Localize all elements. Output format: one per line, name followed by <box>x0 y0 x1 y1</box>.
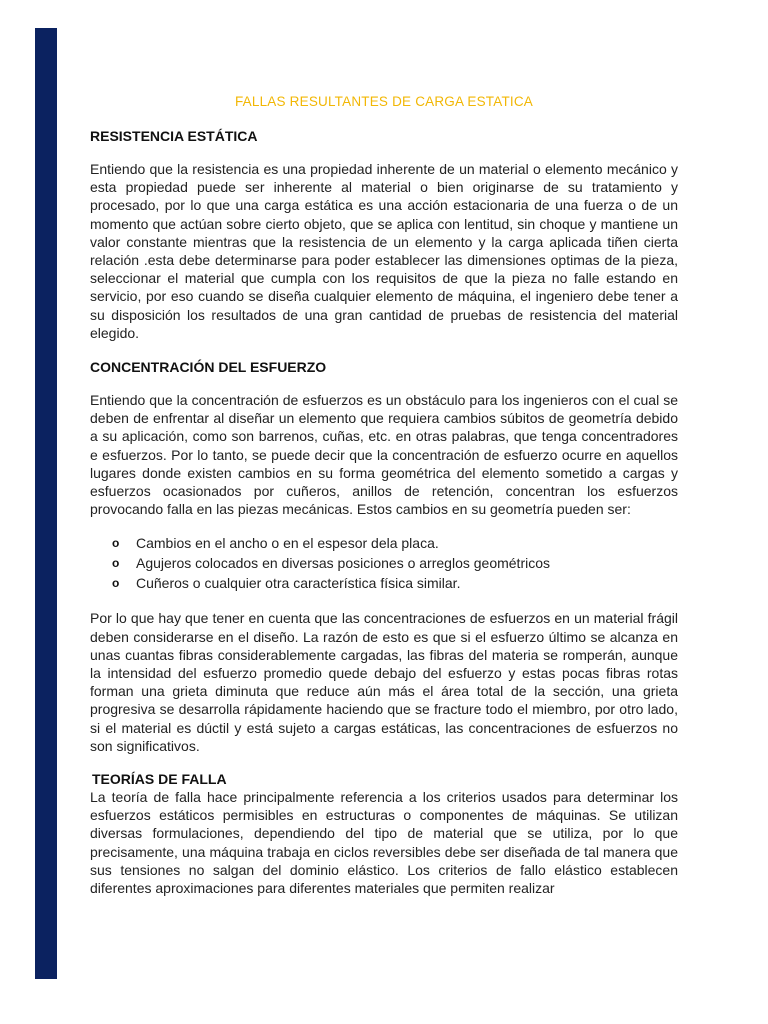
document-title: FALLAS RESULTANTES DE CARGA ESTATICA <box>234 94 534 109</box>
paragraph-concentracion-conclusion: Por lo que hay que tener en cuenta que las concentraciones de esfuerzos en un material frágil deben considerarse en el diseño. La razón de esto es que si el esfuerzo último se alcanza en unas cuantas fibras considerablemente cargadas, las fibras del materia se romperán, aunque la intensidad del esfuerzo promedio quede debajo del esfuerzo y estas pocas fibras rotas forman una grieta diminuta que reduce aún más el área total de la sección, una grieta progresiva se desarrolla rápidamente haciendo que se fracture todo el miembro, por otro lado, si el material es dúctil y está sujeto a cargas estáticas, las concentraciones de esfuerzos no son significativos. <box>90 610 678 754</box>
left-accent-bar <box>35 28 57 979</box>
paragraph-concentracion: Entiendo que la concentración de esfuerzos es un obstáculo para los ingenieros con el cual se deben de enfrentar al diseñar un elemento que requiera cambios súbitos de geometría debido a su aplicación, como son barrenos, cuñas, etc. en otras palabras, que tenga concentradores e esfuerzos. Por lo tanto, se puede decir que la concentración de esfuerzo ocurre en aquellos lugares donde existen cambios en su forma geométrica del elemento sometido a cargas y esfuerzos ocasionados por cuñeros, anillos de retención, concentran los esfuerzos provocando falla en las piezas mecánicas. Estos cambios en su geometría pueden ser: <box>90 392 678 518</box>
geometry-changes-list <box>90 533 678 593</box>
document-page <box>90 93 678 897</box>
section-heading-resistencia: RESISTENCIA ESTÁTICA <box>90 128 258 144</box>
bullet-circle-icon: o <box>112 576 120 591</box>
section-heading-teorias: TEORÍAS DE FALLA <box>92 771 227 788</box>
section-heading-concentracion: CONCENTRACIÓN DEL ESFUERZO <box>90 359 327 376</box>
bullet-circle-icon: o <box>112 536 120 551</box>
list-item <box>90 553 678 573</box>
paragraph-resistencia: Entiendo que la resistencia es una propiedad inherente de un material o elemento mecánico y esta propiedad puede ser inherente al material o bien originarse de su tratamiento y procesado, por lo que una carga estática es una acción estacionaria de una fuerza o de un momento que actúan sobre cierto objeto, que se aplica con lentitud, sin choque y mantiene un valor constante mientras que la resistencia de un elemento y la carga aplicada tiñen cierta relación .esta debe determinarse para poder establecer las dimensiones optimas de la pieza, seleccionar el material que cumpla con los requisitos de que la pieza no falle estando en servicio, por eso cuando se diseña cualquier elemento de máquina, el ingeniero debe tener a su disposición los resultados de una gran cantidad de pruebas de resistencia del material elegido. <box>90 161 678 341</box>
list-item <box>90 533 678 553</box>
paragraph-teorias: La teoría de falla hace principalmente referencia a los criterios usados para determinar los esfuerzos estáticos permisibles en estructuras o componentes de máquinas. Se utilizan diversas formulaciones, dependiendo del tipo de material que se utiliza, por lo que precisamente, una máquina trabaja en ciclos reversibles debe ser diseñada de tal manera que sus tensiones no salgan del dominio elástico. Los criterios de fallo elástico establecen diferentes aproximaciones para diferentes materiales que permiten realizar <box>90 789 678 897</box>
list-item-text: Cuñeros o cualquier otra característica física similar. <box>136 575 461 592</box>
bullet-circle-icon: o <box>112 556 120 571</box>
list-item <box>90 573 678 593</box>
list-item-text: Agujeros colocados en diversas posiciones o arreglos geométricos <box>136 555 550 572</box>
list-item-text: Cambios en el ancho o en el espesor dela placa. <box>136 535 439 552</box>
